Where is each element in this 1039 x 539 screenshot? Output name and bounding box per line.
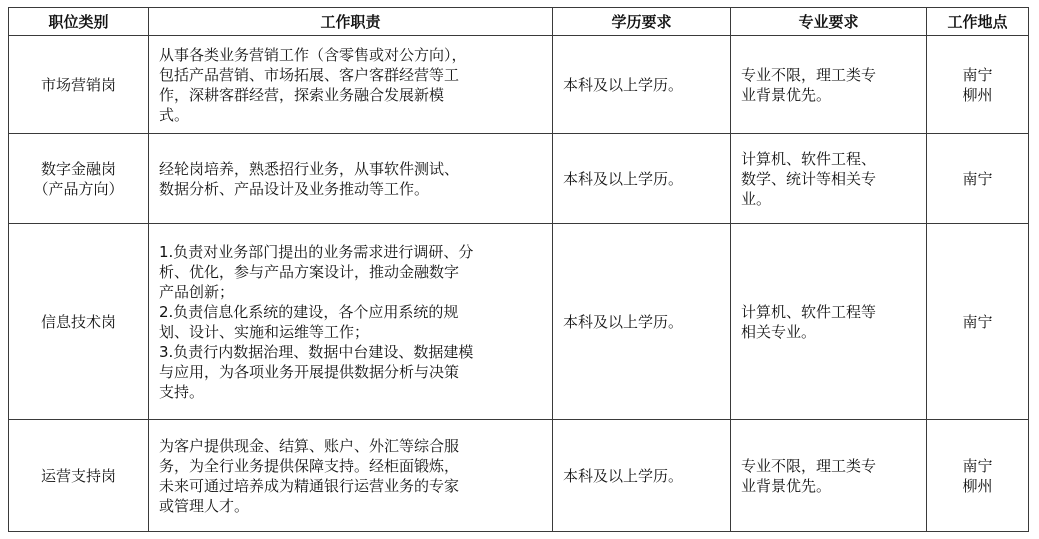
location-cell bbox=[927, 134, 1029, 224]
duties-cell bbox=[149, 420, 553, 532]
duty-line: 未来可通过培养成为精通银行运营业务的专家 bbox=[159, 476, 460, 495]
duty-line: 式。 bbox=[159, 105, 190, 124]
duty-line: 2.负责信息化系统的建设，各个应用系统的规 bbox=[159, 302, 459, 321]
table-row bbox=[9, 36, 1029, 134]
major-line: 业。 bbox=[741, 189, 772, 208]
category-cell bbox=[9, 134, 149, 224]
category-cell bbox=[9, 36, 149, 134]
education-text: 本科及以上学历。 bbox=[563, 75, 684, 94]
category-text: 运营支持岗 bbox=[40, 466, 116, 485]
location-line: 柳州 bbox=[962, 85, 993, 104]
duties-cell bbox=[149, 134, 553, 224]
header-location: 工作地点 bbox=[927, 8, 1029, 36]
education-text: 本科及以上学历。 bbox=[563, 312, 684, 331]
education-cell bbox=[553, 420, 731, 532]
category-text: 市场营销岗 bbox=[40, 75, 116, 94]
major-line: 相关专业。 bbox=[741, 322, 817, 341]
duty-line: 划、设计、实施和运维等工作； bbox=[159, 322, 370, 341]
major-cell bbox=[731, 36, 927, 134]
job-requirements-table bbox=[8, 7, 1029, 532]
duties-cell bbox=[149, 36, 553, 134]
duty-line: 为客户提供现金、结算、账户、外汇等综合服 bbox=[159, 436, 460, 455]
major-cell bbox=[731, 224, 927, 420]
location-line: 南宁 bbox=[962, 65, 993, 84]
location-cell bbox=[927, 36, 1029, 134]
category-subtext: （产品方向） bbox=[33, 179, 124, 198]
category-text: 数字金融岗 bbox=[40, 159, 116, 178]
duty-line: 与应用，为各项业务开展提供数据分析与决策 bbox=[159, 362, 460, 381]
table-header bbox=[9, 8, 1029, 36]
category-cell bbox=[9, 420, 149, 532]
table-row bbox=[9, 134, 1029, 224]
duty-line: 析、优化，参与产品方案设计，推动金融数字 bbox=[159, 262, 460, 281]
major-cell bbox=[731, 420, 927, 532]
header-education: 学历要求 bbox=[553, 8, 731, 36]
table-body bbox=[9, 36, 1029, 532]
major-line: 数学、统计等相关专 bbox=[741, 169, 877, 188]
major-line: 业背景优先。 bbox=[741, 476, 832, 495]
duty-line: 支持。 bbox=[159, 382, 205, 401]
location-cell bbox=[927, 224, 1029, 420]
location-cell bbox=[927, 420, 1029, 532]
duty-line: 作，深耕客群经营，探索业务融合发展新模 bbox=[159, 85, 445, 104]
education-cell bbox=[553, 224, 731, 420]
duties-cell bbox=[149, 224, 553, 420]
duty-line: 从事各类业务营销工作（含零售或对公方向）， bbox=[159, 45, 467, 64]
duty-line: 经轮岗培养，熟悉招行业务，从事软件测试、 bbox=[159, 159, 460, 178]
duty-line: 1.负责对业务部门提出的业务需求进行调研、分 bbox=[159, 242, 474, 261]
location-line: 南宁 bbox=[962, 169, 993, 188]
education-text: 本科及以上学历。 bbox=[563, 466, 684, 485]
table-row bbox=[9, 420, 1029, 532]
header-major: 专业要求 bbox=[731, 8, 927, 36]
duty-line: 数据分析、产品设计及业务推动等工作。 bbox=[159, 179, 430, 198]
category-cell bbox=[9, 224, 149, 420]
location-line: 南宁 bbox=[962, 312, 993, 331]
location-line: 柳州 bbox=[962, 476, 993, 495]
major-line: 专业不限，理工类专 bbox=[741, 456, 877, 475]
category-text: 信息技术岗 bbox=[40, 312, 116, 331]
education-text: 本科及以上学历。 bbox=[563, 169, 684, 188]
duty-line: 包括产品营销、市场拓展、客户客群经营等工 bbox=[159, 65, 460, 84]
major-cell bbox=[731, 134, 927, 224]
header-duties: 工作职责 bbox=[149, 8, 553, 36]
major-line: 业背景优先。 bbox=[741, 85, 832, 104]
major-line: 计算机、软件工程、 bbox=[741, 149, 877, 168]
education-cell bbox=[553, 36, 731, 134]
location-line: 南宁 bbox=[962, 456, 993, 475]
education-cell bbox=[553, 134, 731, 224]
duty-line: 产品创新； bbox=[159, 282, 235, 301]
duty-line: 或管理人才。 bbox=[159, 496, 250, 515]
header-category: 职位类别 bbox=[9, 8, 149, 36]
duty-line: 务，为全行业务提供保障支持。经柜面锻炼， bbox=[159, 456, 460, 475]
table-row bbox=[9, 224, 1029, 420]
major-line: 计算机、软件工程等 bbox=[741, 302, 877, 321]
duty-line: 3.负责行内数据治理、数据中台建设、数据建模 bbox=[159, 342, 474, 361]
header-row bbox=[9, 8, 1029, 36]
major-line: 专业不限，理工类专 bbox=[741, 65, 877, 84]
